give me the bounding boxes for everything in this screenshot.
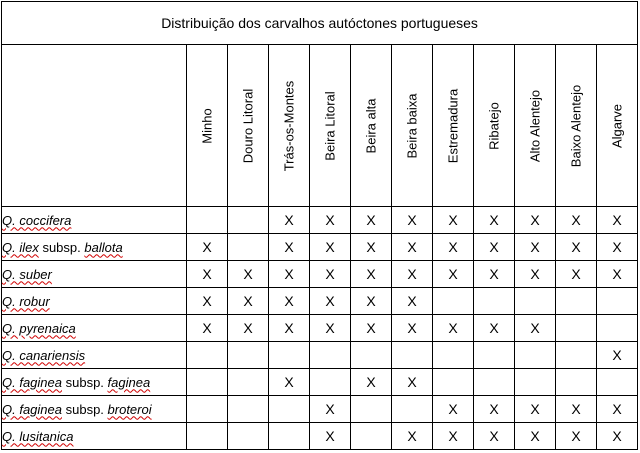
empty-cell [187,369,228,396]
region-label: Minho [199,107,215,144]
presence-mark: X [392,288,433,315]
empty-cell [228,342,269,369]
region-label: Ribatejo [486,101,502,150]
species-cell [2,423,187,450]
species-cell [2,207,187,234]
empty-cell [187,342,228,369]
region-label: Baixo Alentejo [568,84,584,167]
presence-mark: X [474,423,515,450]
region-header-row [2,45,638,207]
distribution-table [1,1,638,450]
presence-mark: X [351,369,392,396]
species-header-cell [2,45,187,207]
empty-cell [597,288,638,315]
presence-mark: X [597,423,638,450]
table-row [2,234,638,261]
presence-mark: X [269,234,310,261]
empty-cell [228,234,269,261]
species-name: Q. coccifera [2,212,72,228]
region-label: Douro Litoral [240,88,256,163]
region-label: Beira alta [363,98,379,153]
empty-cell [310,369,351,396]
table-title: Distribuição dos carvalhos autóctones portugueses [2,2,638,45]
presence-mark: X [310,423,351,450]
species-cell [2,261,187,288]
table-row [2,315,638,342]
species-cell [2,234,187,261]
presence-mark: X [515,261,556,288]
empty-cell [556,369,597,396]
species-name: Q. robur [2,293,50,309]
subspecies-name: broteroi [107,401,152,417]
presence-mark: X [351,315,392,342]
presence-mark: X [556,396,597,423]
species-name: Q. lusitanica [2,428,74,444]
empty-cell [228,207,269,234]
presence-mark: X [351,234,392,261]
presence-mark: X [597,234,638,261]
empty-cell [433,288,474,315]
presence-mark: X [392,423,433,450]
region-header-cell [269,45,310,207]
region-label: Algarve [609,103,625,148]
presence-mark: X [187,315,228,342]
presence-mark: X [433,315,474,342]
presence-mark: X [392,207,433,234]
species-name: Q. faginea [2,401,62,417]
empty-cell [597,369,638,396]
presence-mark: X [228,288,269,315]
subspecies-name: faginea [107,374,151,390]
presence-mark: X [474,261,515,288]
empty-cell [556,342,597,369]
presence-mark: X [433,396,474,423]
presence-mark: X [351,207,392,234]
presence-mark: X [556,207,597,234]
species-cell [2,288,187,315]
subspecies-rank: subsp. [38,239,85,255]
presence-mark: X [187,261,228,288]
empty-cell [351,423,392,450]
presence-mark: X [433,261,474,288]
empty-cell [433,369,474,396]
presence-mark: X [515,234,556,261]
presence-mark: X [310,234,351,261]
presence-mark: X [556,234,597,261]
subspecies-rank: subsp. [62,401,108,417]
empty-cell [269,342,310,369]
presence-mark: X [310,207,351,234]
empty-cell [310,342,351,369]
region-label: Trás-os-Montes [281,80,297,171]
species-cell [2,342,187,369]
subspecies-name: ballota [84,239,123,255]
presence-mark: X [433,207,474,234]
empty-cell [187,423,228,450]
presence-mark: X [556,423,597,450]
table-row [2,396,638,423]
presence-mark: X [433,423,474,450]
presence-mark: X [351,288,392,315]
empty-cell [392,342,433,369]
region-label: Beira baixa [404,92,420,159]
presence-mark: X [515,423,556,450]
presence-mark: X [187,288,228,315]
presence-mark: X [474,234,515,261]
empty-cell [515,288,556,315]
table-row [2,261,638,288]
presence-mark: X [474,207,515,234]
region-header-cell [433,45,474,207]
table-row [2,207,638,234]
table-body [2,207,638,450]
presence-mark: X [433,234,474,261]
species-name: Q. canariensis [2,347,86,363]
region-header-cell [187,45,228,207]
empty-cell [597,315,638,342]
presence-mark: X [474,315,515,342]
region-header-cell [515,45,556,207]
species-cell [2,396,187,423]
table-row [2,369,638,396]
region-header-cell [392,45,433,207]
presence-mark: X [392,234,433,261]
presence-mark: X [392,369,433,396]
presence-mark: X [310,315,351,342]
empty-cell [187,396,228,423]
region-header-cell [556,45,597,207]
empty-cell [474,342,515,369]
region-label: Beira Litoral [322,90,338,161]
empty-cell [392,396,433,423]
species-cell [2,369,187,396]
region-label: Estremadura [445,88,461,163]
presence-mark: X [597,396,638,423]
empty-cell [269,423,310,450]
region-header-cell [597,45,638,207]
table-row [2,288,638,315]
presence-mark: X [228,315,269,342]
presence-mark: X [515,396,556,423]
region-label: Alto Alentejo [527,89,543,162]
presence-mark: X [310,288,351,315]
presence-mark: X [597,342,638,369]
empty-cell [474,369,515,396]
table-row [2,423,638,450]
empty-cell [474,288,515,315]
region-header-cell [474,45,515,207]
empty-cell [433,342,474,369]
empty-cell [269,396,310,423]
presence-mark: X [269,261,310,288]
presence-mark: X [310,261,351,288]
empty-cell [187,207,228,234]
presence-mark: X [228,261,269,288]
region-header-cell [228,45,269,207]
species-name: Q. pyrenaica [2,320,76,336]
species-name: Q. faginea [2,374,62,390]
species-name: Q. suber [2,266,52,282]
empty-cell [228,396,269,423]
table-row [2,342,638,369]
species-cell [2,315,187,342]
presence-mark: X [269,207,310,234]
empty-cell [515,342,556,369]
presence-mark: X [474,396,515,423]
empty-cell [228,369,269,396]
empty-cell [351,396,392,423]
presence-mark: X [392,261,433,288]
presence-mark: X [392,315,433,342]
empty-cell [351,342,392,369]
empty-cell [556,315,597,342]
presence-mark: X [556,261,597,288]
presence-mark: X [269,369,310,396]
presence-mark: X [310,396,351,423]
presence-mark: X [515,207,556,234]
presence-mark: X [515,315,556,342]
empty-cell [515,369,556,396]
presence-mark: X [187,234,228,261]
species-name: Q. ilex [2,239,39,255]
presence-mark: X [597,261,638,288]
subspecies-rank: subsp. [62,374,108,390]
presence-mark: X [269,288,310,315]
presence-mark: X [597,207,638,234]
region-header-cell [351,45,392,207]
presence-mark: X [351,261,392,288]
region-header-cell [310,45,351,207]
empty-cell [556,288,597,315]
empty-cell [228,423,269,450]
presence-mark: X [269,315,310,342]
